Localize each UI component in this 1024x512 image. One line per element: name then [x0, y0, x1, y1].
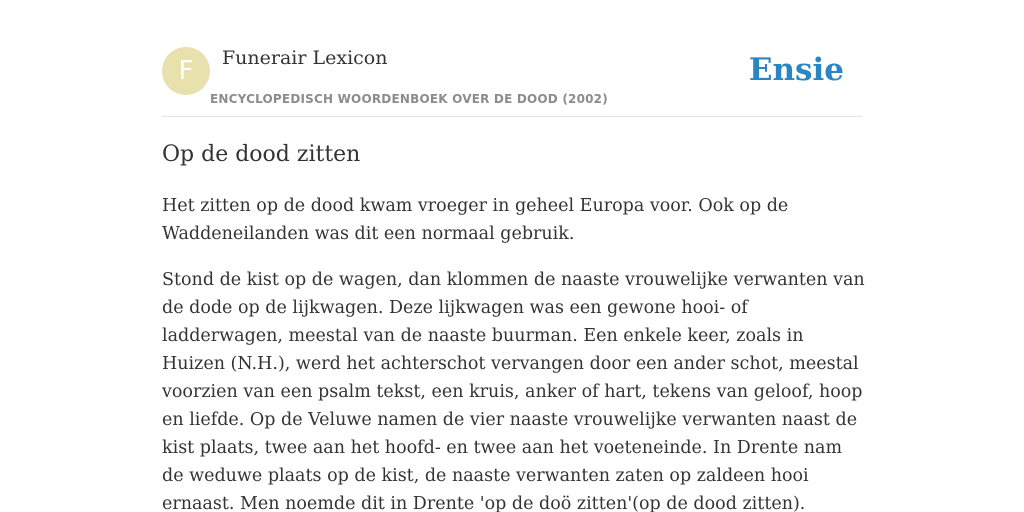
source-avatar[interactable]: F: [162, 47, 210, 95]
entry-content: [162, 192, 866, 512]
entry-paragraph: Stond de kist op de wagen, dan klommen de naaste vrouwelijke verwanten van de dode op de lijkwagen. Deze lijkwagen was een gewone hooi- of ladderwagen, meestal van de naaste buurman. Een enkele keer, zoals in Huizen (N.H.), werd het achterschot vervangen door een ander schot, meestal voorzien van een psalm tekst, een kruis, anker of hart, tekens van geloof, hoop en liefde. Op de Veluwe namen de vier naaste vrouwelijke verwanten naast de kist plaats, twee aan het hoofd- en twee aan het voeteneinde. In Drente nam de weduwe plaats op de kist, de naaste verwanten zaten op zaldeen hooi ernaast. Men noemde dit in Drente 'op de doö zitten'(op de dood zitten).: [162, 270, 865, 512]
brand-logo-link[interactable]: Ensie: [748, 52, 844, 88]
entry-paragraph: Het zitten op de dood kwam vroeger in geheel Europa voor. Ook op de Waddeneilanden was dit een normaal gebruik.: [162, 196, 789, 244]
entry-title: Op de dood zitten: [162, 142, 361, 167]
source-header: [162, 46, 862, 117]
source-subtitle: ENCYCLOPEDISCH WOORDENBOEK OVER DE DOOD (2002): [210, 92, 608, 106]
source-title-link[interactable]: Funerair Lexicon: [222, 47, 388, 69]
